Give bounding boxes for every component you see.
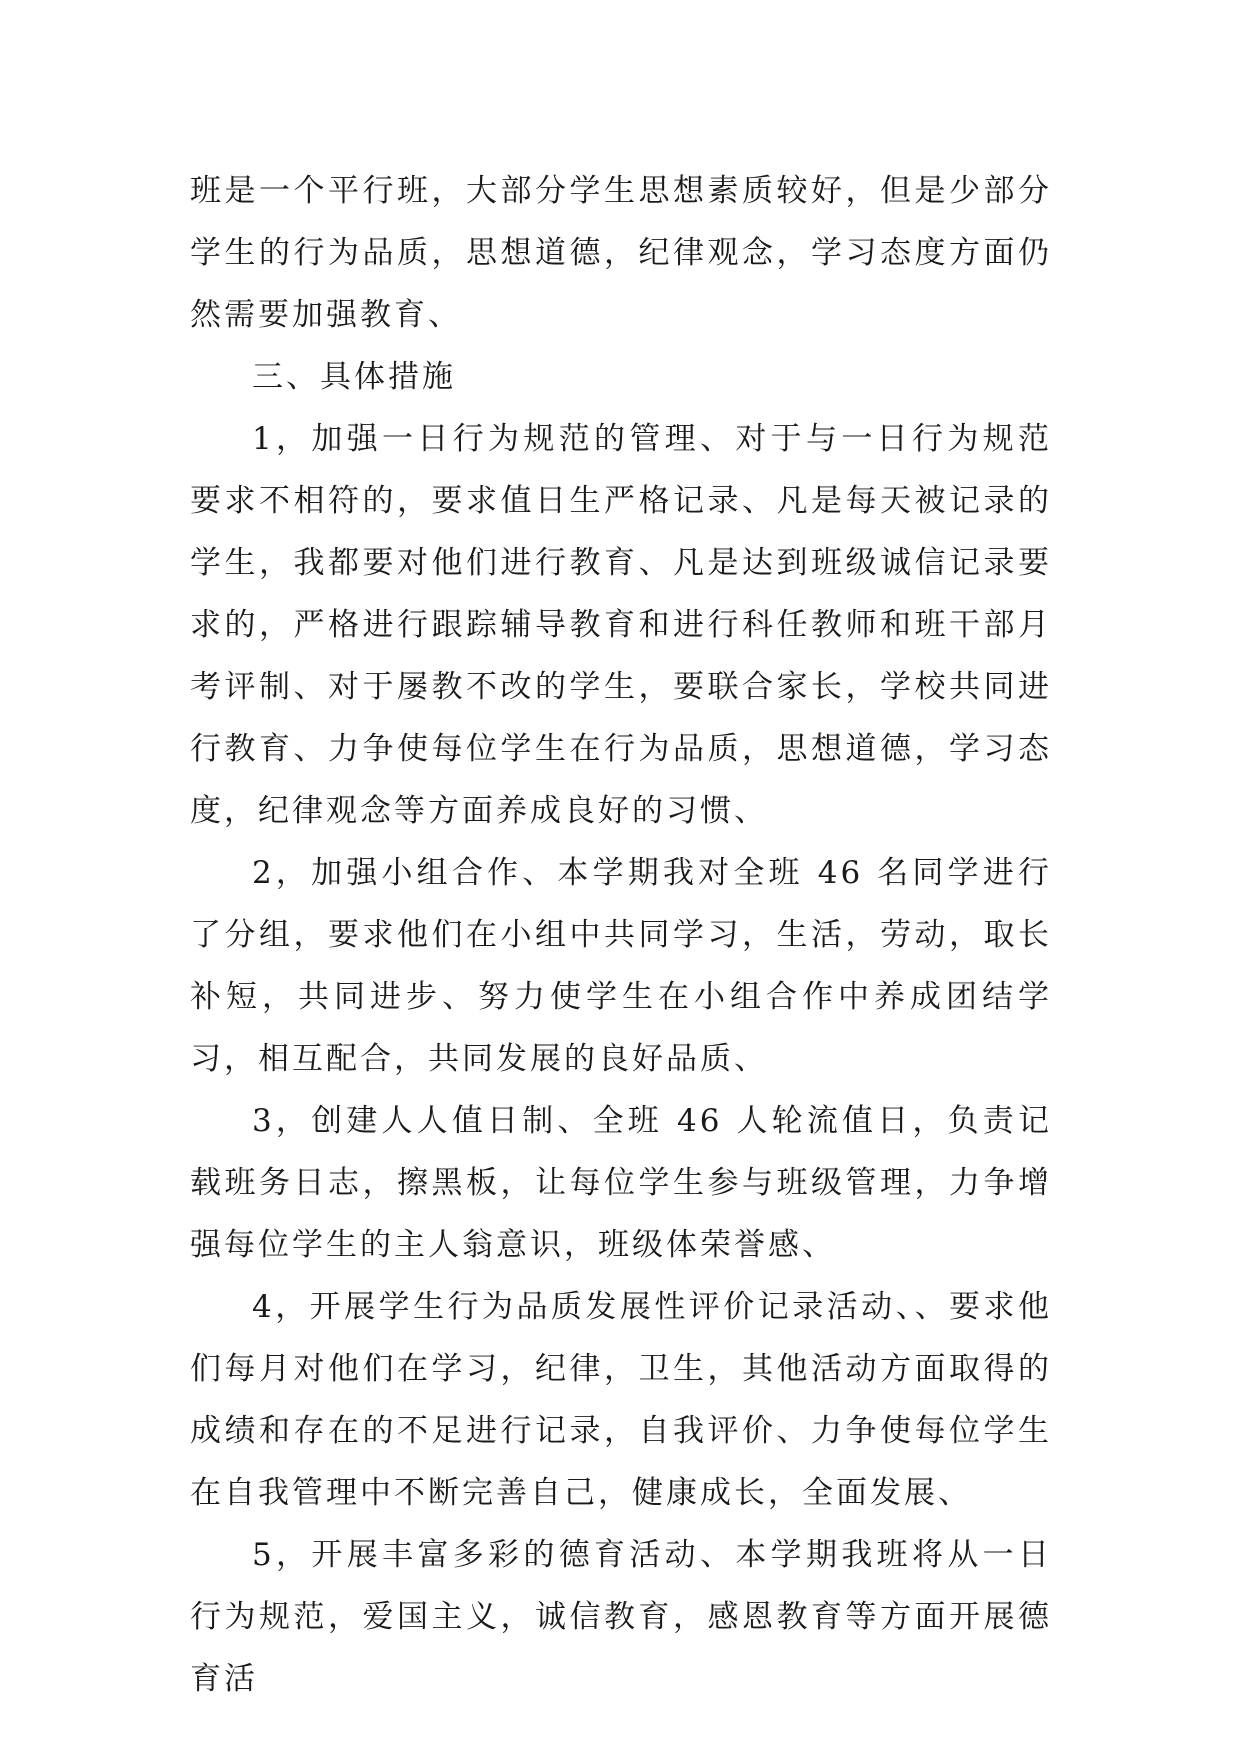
- paragraph-class-overview: 班是一个平行班，大部分学生思想素质较好，但是少部分学生的行为品质，思想道德，纪律观念，学习态度方面仍然需要加强教育、: [190, 173, 1052, 333]
- document-body: [190, 160, 1052, 1710]
- section-heading-measures: 三、具体措施: [252, 359, 456, 395]
- paragraph-measure-2: 2，加强小组合作、本学期我对全班 46 名同学进行了分组，要求他们在小组中共同学习，生活，劳动，取长补短，共同进步、努力使学生在小组合作中养成团结学习，相互配合，共同发展的良好品质、: [190, 855, 1052, 1077]
- paragraph-measure-3: 3，创建人人值日制、全班 46 人轮流值日，负责记载班务日志，擦黑板，让每位学生参与班级管理，力争增强每位学生的主人翁意识，班级体荣誉感、: [190, 1103, 1052, 1263]
- paragraph-measure-4: 4，开展学生行为品质发展性评价记录活动、、要求他们每月对他们在学习，纪律，卫生，其他活动方面取得的成绩和存在的不足进行记录，自我评价、力争使每位学生在自我管理中不断完善自己，健康成长，全面发展、: [190, 1289, 1052, 1511]
- paragraph-measure-1: 1，加强一日行为规范的管理、对于与一日行为规范要求不相符的，要求值日生严格记录、凡是每天被记录的学生，我都要对他们进行教育、凡是达到班级诚信记录要求的，严格进行跟踪辅导教育和进行科任教师和班干部月考评制、对于屡教不改的学生，要联合家长，学校共同进行教育、力争使每位学生在行为品质，思想道德，学习态度，纪律观念等方面养成良好的习惯、: [190, 421, 1052, 829]
- paragraph-measure-5: 5，开展丰富多彩的德育活动、本学期我班将从一日行为规范，爱国主义，诚信教育，感恩教育等方面开展德育活: [190, 1537, 1052, 1697]
